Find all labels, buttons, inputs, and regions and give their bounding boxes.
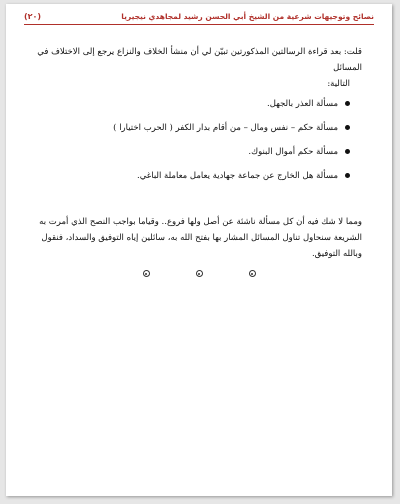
list-item-text: مسألة العذر بالجهل.: [267, 99, 338, 109]
ornament-icon: [249, 270, 256, 277]
section-divider: [36, 270, 362, 277]
closing-paragraph: ومما لا شك فيه أن كل مسألة ناشئة عن أصل ولها فروع.. وقياما بواجب النصح الذي أمرت به الشريعة سنحاول تناول المسائل المشار بها بفتح الله به، سائلين إياه التوفيق والسداد، فنقول وبالله التوفيق.: [39, 217, 362, 259]
bullet-icon: [345, 149, 350, 154]
list-item: [36, 168, 350, 184]
bullet-icon: [345, 101, 350, 106]
bullet-icon: [345, 173, 350, 178]
page-content: [36, 44, 362, 277]
list-item-text: مسألة هل الخارج عن جماعة جهادية يعامل معاملة الباغي.: [137, 171, 338, 181]
header-title: نصائح وتوجيهات شرعية من الشيخ أبي الحسن رشيد لمجاهدي نيجيريا: [121, 12, 374, 21]
bullet-icon: [345, 125, 350, 130]
page-header: [24, 12, 374, 25]
document-page: [6, 4, 392, 496]
ornament-icon: [143, 270, 150, 277]
list-item-text: مسألة حكم أموال البنوك.: [248, 147, 338, 157]
list-item: [36, 144, 350, 160]
list-item: [36, 96, 350, 112]
ornament-icon: [196, 270, 203, 277]
intro-paragraph: قلت: بعد قراءة الرسالتين المذكورتين تبيّن لي أن منشأ الخلاف والنزاع يرجع إلى الاختلاف في المسائل: [37, 47, 362, 73]
list-item: [36, 120, 350, 136]
intro-continuation: التالية:: [327, 79, 350, 89]
page-number: (٢٠): [24, 12, 42, 21]
issues-list: [36, 96, 362, 184]
list-item-text: مسألة حكم – نفس ومال – من أقام بدار الكفر ( الحرب اختيارا ): [113, 123, 338, 133]
